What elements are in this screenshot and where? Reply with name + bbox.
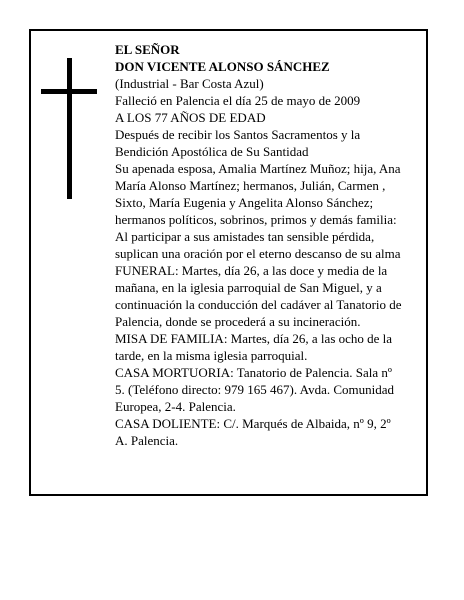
notice-line: continuación la conducción del cadáver al Tanatorio de xyxy=(115,297,402,312)
notice-line: CASA DOLIENTE: C/. Marqués de Albaida, nº 9, 2º xyxy=(115,416,391,431)
notice-line: Su apenada esposa, Amalia Martínez Muñoz; hija, Ana xyxy=(115,161,401,176)
notice-line: CASA MORTUORIA: Tanatorio de Palencia. Sala nº xyxy=(115,365,392,380)
notice-line: Al participar a sus amistades tan sensible pérdida, xyxy=(115,229,375,244)
notice-line: 5. (Teléfono directo: 979 165 467). Avda. Comunidad xyxy=(115,382,395,397)
notice-text xyxy=(115,41,423,449)
deceased-name: DON VICENTE ALONSO SÁNCHEZ xyxy=(115,59,330,74)
notice-line: María Alonso Martínez; hermanos, Julián, Carmen , xyxy=(115,178,386,193)
notice-line: suplican una oración por el eterno descanso de su alma xyxy=(115,246,401,261)
notice-line: Palencia, donde se procederá a su incineración. xyxy=(115,314,361,329)
obituary-notice xyxy=(29,29,428,496)
notice-line: A. Palencia. xyxy=(115,433,179,448)
notice-line: (Industrial - Bar Costa Azul) xyxy=(115,76,264,91)
notice-line: MISA DE FAMILIA: Martes, día 26, a las ocho de la xyxy=(115,331,393,346)
notice-line: Después de recibir los Santos Sacramentos y la xyxy=(115,127,361,142)
notice-line: FUNERAL: Martes, día 26, a las doce y media de la xyxy=(115,263,388,278)
notice-line: A LOS 77 AÑOS DE EDAD xyxy=(115,110,266,125)
notice-line: Sixto, María Eugenia y Angelita Alonso Sánchez; xyxy=(115,195,374,210)
notice-line: Falleció en Palencia el día 25 de mayo de 2009 xyxy=(115,93,361,108)
notice-line: hermanos políticos, sobrinos, primos y demás familia: xyxy=(115,212,397,227)
notice-line: tarde, en la misma iglesia parroquial. xyxy=(115,348,308,363)
notice-line: mañana, en la iglesia parroquial de San Miguel, y a xyxy=(115,280,382,295)
notice-line: Europea, 2-4. Palencia. xyxy=(115,399,236,414)
cross-horizontal-bar xyxy=(41,89,97,94)
notice-line: Bendición Apostólica de Su Santidad xyxy=(115,144,309,159)
cross-vertical-bar xyxy=(67,58,72,199)
notice-title-line: EL SEÑOR xyxy=(115,42,180,57)
cross-icon xyxy=(41,58,97,199)
